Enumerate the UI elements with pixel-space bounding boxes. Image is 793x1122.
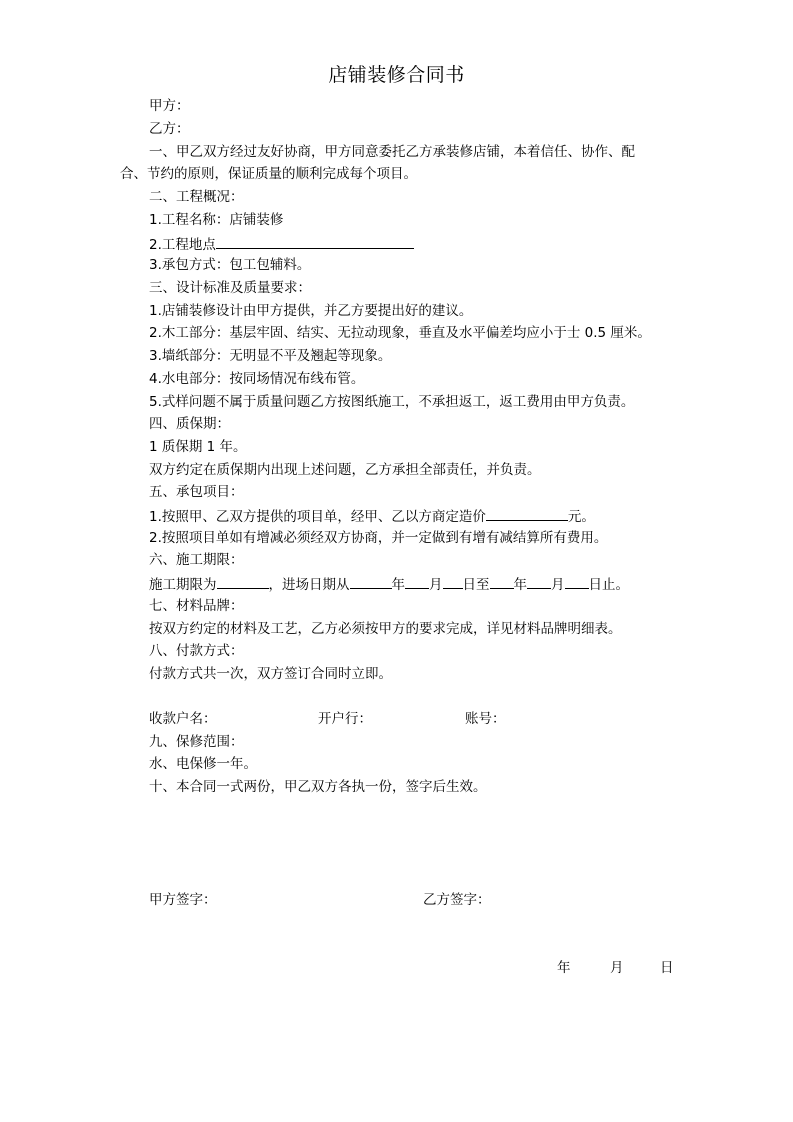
project-location-label: 2.工程地点 (149, 237, 216, 253)
section10-clause: 十、本合同一式两份，甲乙双方各执一份，签字后生效。 (149, 779, 487, 795)
signature-month-label: 月 (610, 960, 624, 976)
warranty-responsibility: 双方约定在质保期内出现上述问题，乙方承担全部责任，并负责。 (149, 462, 541, 478)
party-b-signature-label: 乙方签字： (423, 892, 491, 908)
section8-heading: 八、付款方式： (149, 643, 244, 659)
start-day-to-label: 日至 (462, 577, 490, 593)
contract-method: 3.承包方式：包工包辅料。 (149, 257, 311, 273)
start-year-blank (350, 574, 392, 589)
start-month-label: 月 (429, 577, 443, 593)
design-requirement: 1.店铺装修设计由甲方提供，并乙方要提出好的建议。 (149, 303, 473, 319)
section4-heading: 四、质保期： (149, 416, 230, 432)
payment-method-clause: 付款方式共一次，双方签订合同时立即。 (149, 666, 392, 682)
section6-heading: 六、施工期限： (149, 552, 244, 568)
project-location-blank (216, 234, 414, 249)
period-label: 施工期限为 (149, 577, 217, 593)
section7-heading: 七、材料品牌： (149, 598, 244, 614)
warranty-period: 1 质保期 1 年。 (149, 439, 247, 455)
intro-paragraph-line1: 一、甲乙双方经过友好协商，甲方同意委托乙方承装修店铺，本着信任、协作、配 (149, 144, 635, 160)
contract-price-text: 1.按照甲、乙双方提供的项目单，经甲、乙以方商定造价 (149, 509, 486, 525)
end-year-label: 年 (513, 577, 527, 593)
end-day-blank (565, 574, 589, 589)
carpentry-requirement: 2.木工部分：基层牢固、结实、无拉动现象，垂直及水平偏差均应小于士 0.5 厘米。 (149, 325, 651, 341)
plumbing-electrical-requirement: 4.水电部分：按同场情况布线布管。 (149, 371, 365, 387)
start-day-blank (443, 574, 463, 589)
start-month-blank (405, 574, 429, 589)
project-name: 1.工程名称：店铺装修 (149, 212, 284, 228)
section2-heading: 二、工程概况： (149, 189, 244, 205)
period-days-blank (217, 574, 269, 589)
section3-heading: 三、设计标准及质量要求： (149, 280, 311, 296)
end-month-blank (527, 574, 551, 589)
warranty-scope: 水、电保修一年。 (149, 756, 257, 772)
intro-paragraph-line2: 合、节约的原则，保证质量的顺利完成每个项目。 (120, 166, 417, 182)
contract-price-unit: 元。 (567, 509, 595, 525)
start-year-label: 年 (391, 577, 405, 593)
end-year-blank (490, 574, 514, 589)
contract-title: 店铺装修合同书 (328, 64, 465, 86)
project-location (149, 234, 414, 254)
contract-price (149, 506, 595, 526)
entry-date-label: ，进场日期从 (268, 577, 350, 593)
party-a-label: 甲方： (149, 98, 190, 114)
party-b-label: 乙方： (149, 121, 190, 137)
end-month-label: 月 (551, 577, 565, 593)
material-brand-clause: 按双方约定的材料及工艺，乙方必须按甲方的要求完成，详见材料品牌明细表。 (149, 621, 622, 637)
signature-year-label: 年 (557, 960, 571, 976)
end-day-label: 日止。 (588, 577, 629, 593)
contract-price-blank (486, 506, 568, 521)
section5-heading: 五、承包项目： (149, 484, 244, 500)
payee-name-label: 收款户名： (149, 711, 217, 727)
wallpaper-requirement: 3.墙纸部分：无明显不平及翘起等现象。 (149, 348, 392, 364)
account-number-label: 账号： (465, 711, 506, 727)
party-a-signature-label: 甲方签字： (149, 892, 217, 908)
signature-day-label: 日 (660, 960, 674, 976)
change-settlement-clause: 2.按照项目单如有增减必须经双方协商，并一定做到有增有减结算所有费用。 (149, 530, 608, 546)
bank-name-label: 开户行： (318, 711, 372, 727)
section9-heading: 九、保修范围： (149, 734, 244, 750)
construction-period (149, 574, 629, 594)
style-issue-clause: 5.式样问题不属于质量问题乙方按图纸施工，不承担返工，返工费用由甲方负责。 (149, 394, 635, 410)
